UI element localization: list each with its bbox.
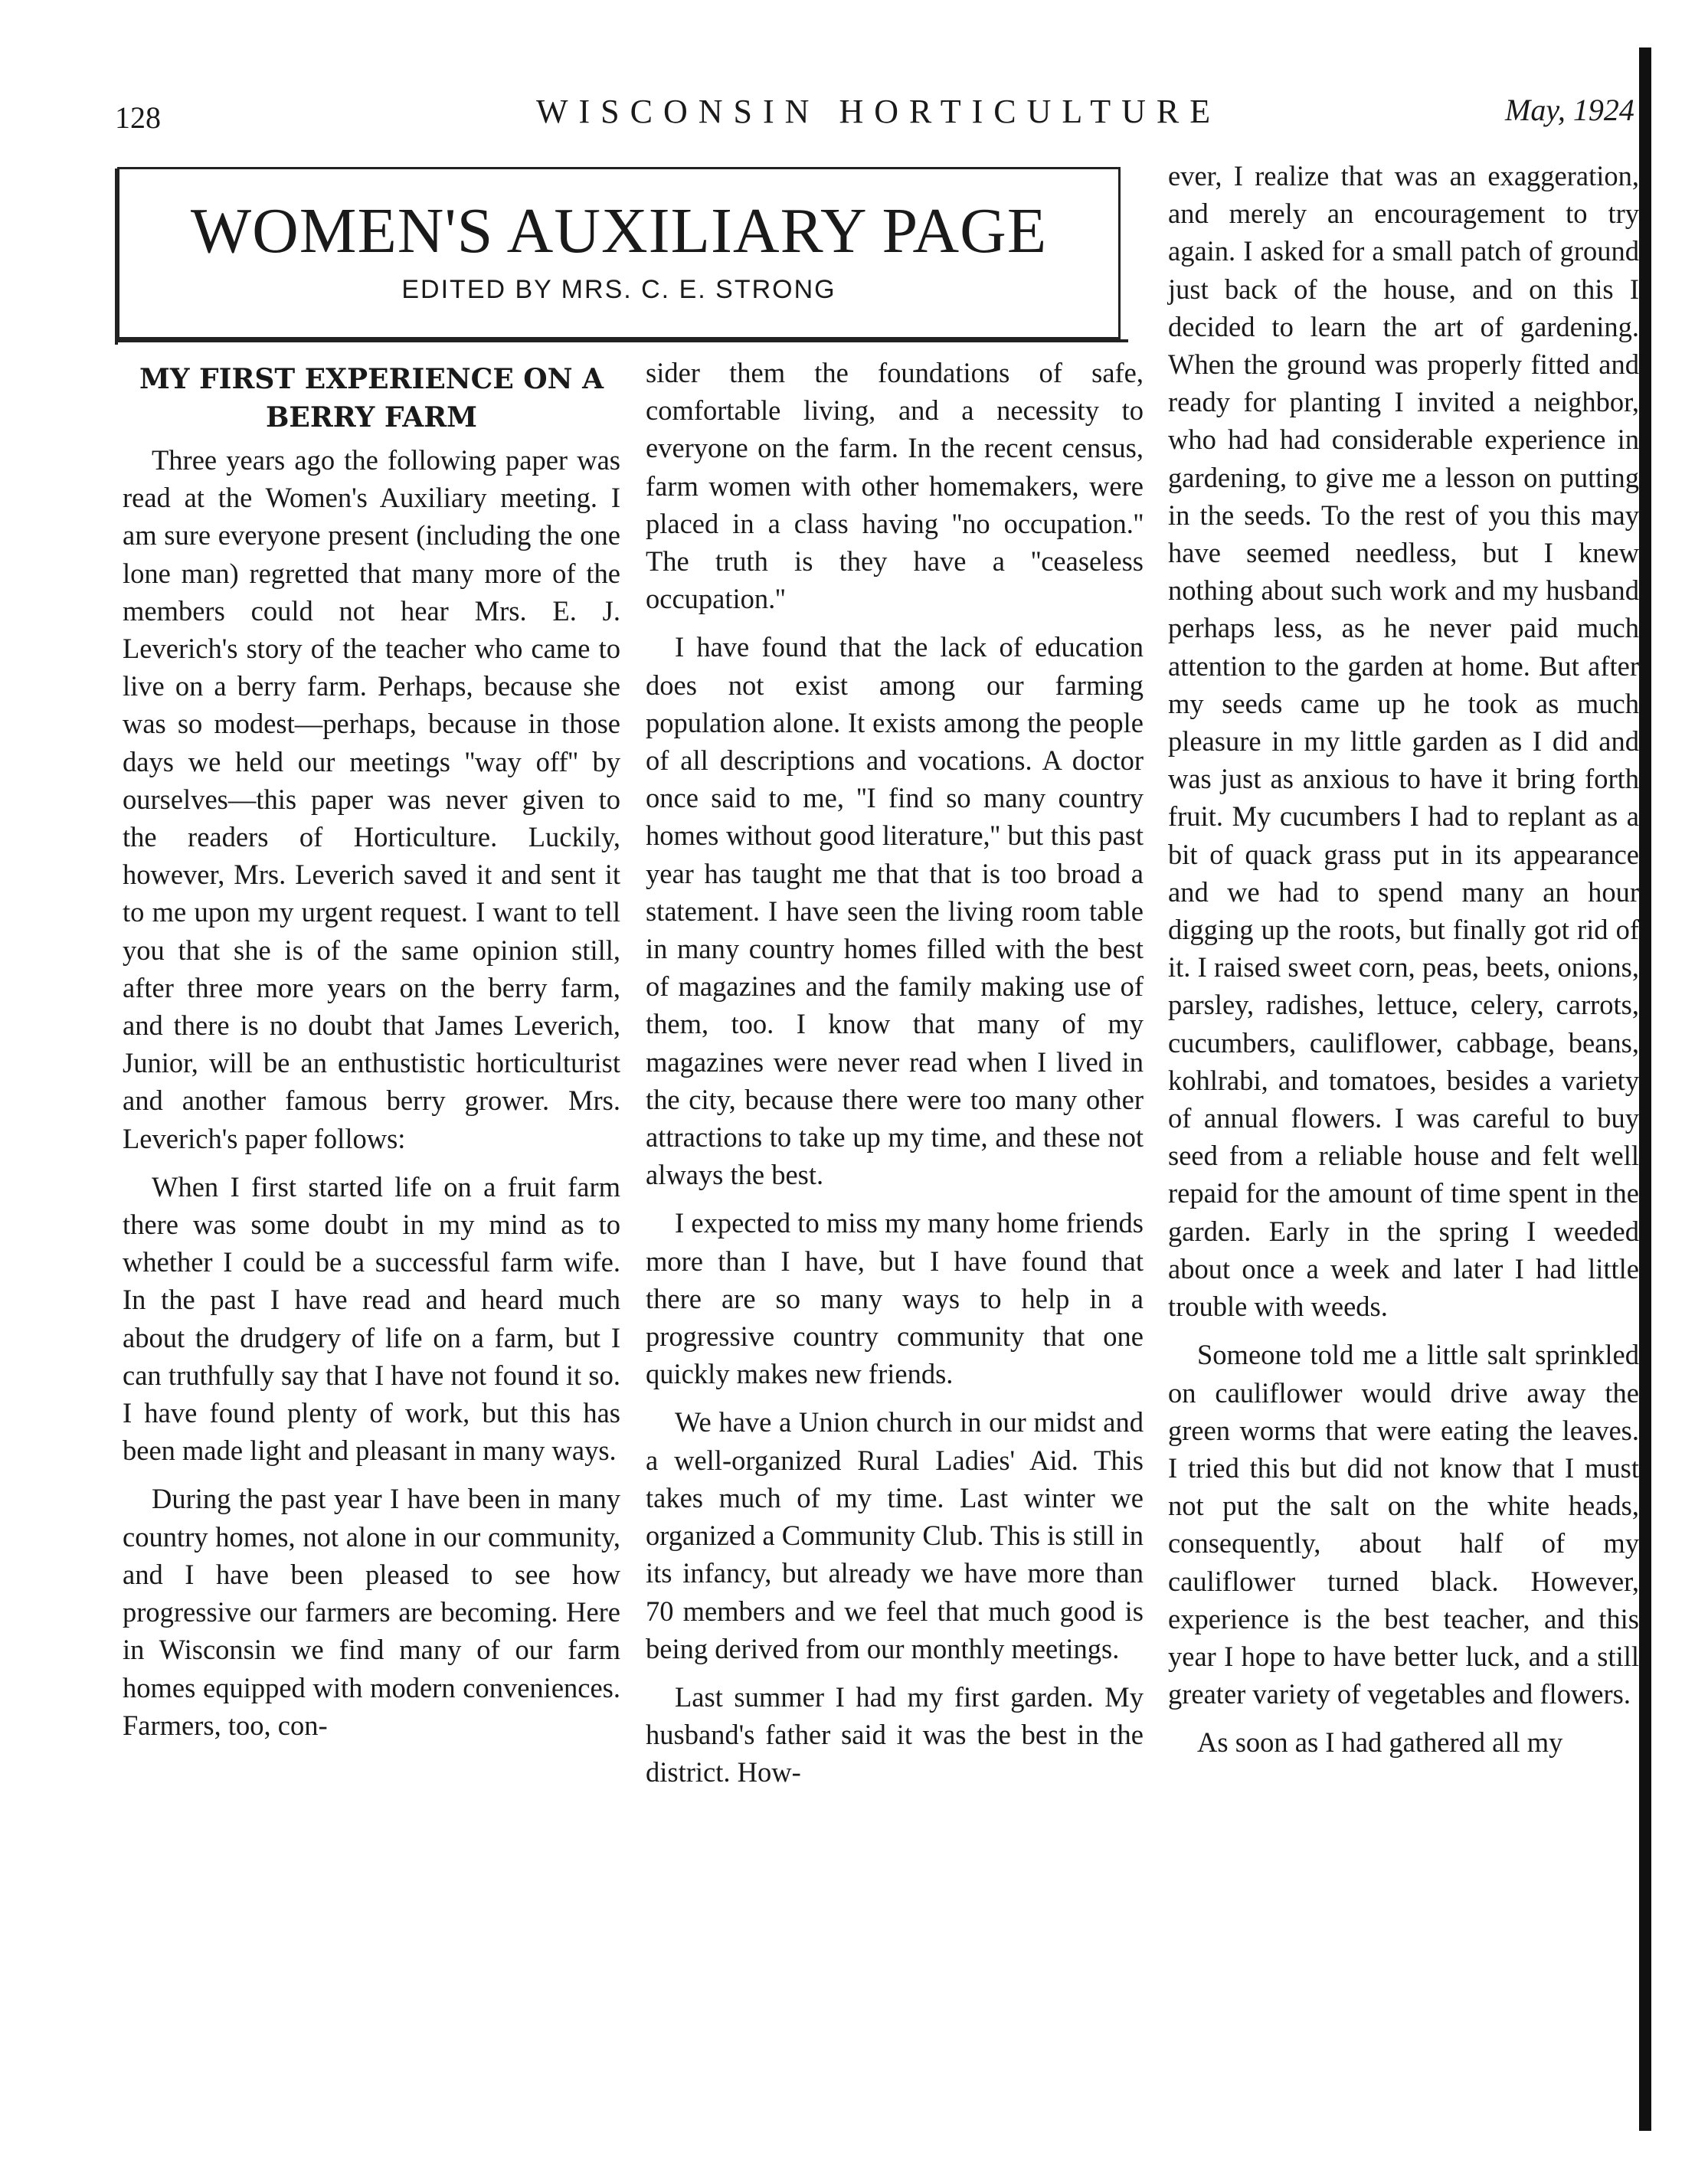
paragraph-country-homes-part-1: During the past year I have been in many country homes, not alone in our community, and I have been pleased to see how progressive our farmers are becoming. Here in Wisconsin we find many of our farm homes equipped with modern conveniences. Farmers, too, con- xyxy=(123,1483,620,1741)
paragraph-community-club: We have a Union church in our midst and a well-organized Rural Ladies' Aid. This takes much of my time. Last winter we organized a Community Club. This is still in its infancy, but already we have more than 70 members and we feel that much good is being derived from our monthly meetings. xyxy=(646,1406,1144,1664)
paragraph-gathered: As soon as I had gathered all my xyxy=(1197,1726,1563,1759)
title-box-shadow-bottom xyxy=(117,339,1128,342)
issue-date: May, 1924 xyxy=(1505,93,1634,127)
running-header xyxy=(0,84,1708,146)
section-title-box xyxy=(117,167,1121,339)
paragraph-intro: Three years ago the following paper was read at the Women's Auxiliary meeting. I am sure everyone present (including the one lone man) regretted that many more of the members could not hear Mrs. E. J. Leverich's story of the teacher who came to live on a berry farm. Perhaps, because she was so modest—perhaps, because in those days we held our meetings ''way off'' by ourselves—this paper was never given to the readers of Horticulture. Luckily, however, Mrs. Leverich saved it and sent it to me upon my urgent request. I want to tell you that she is of the same opinion still, after three more years on the berry farm, and there is no doubt that James Leverich, Junior, will be an enthustistic horticulturist and another famous berry grower. Mrs. Leverich's paper follows: xyxy=(123,444,620,1154)
column-2 xyxy=(646,354,1144,1802)
paragraph-fruit-farm: When I first started life on a fruit farm there was some doubt in my mind as to whether I could be a successful farm wife. In the past I have read and heard much about the drudgery of life on a farm, but I can truthfully say that I have not found it so. I have found plenty of work, but this has been made light and pleasant in many ways. xyxy=(123,1170,620,1467)
paragraph-friends: I expected to miss my many home friends more than I have, but I have found that there are so many ways to help in a progressive country community that one quickly makes new friends. xyxy=(646,1207,1144,1390)
article-headline: MY FIRST EXPERIENCE ON A BERRY FARM xyxy=(139,363,604,434)
paragraph-cauliflower: Someone told me a little salt sprinkled on cauliflower would drive away the green worms that were eating the leaves. I tried this but did not know that I must not put the salt on the white heads, consequently, about half of my cauliflower turned black. However, experience is the best teacher, and this year I hope to have better luck, and a still greater variety of vegetables and flowers. xyxy=(1168,1339,1639,1710)
column-1 xyxy=(123,360,620,1755)
editor-line: EDITED BY MRS. C. E. STRONG xyxy=(401,275,836,304)
running-title: WISCONSIN HORTICULTURE xyxy=(536,93,1222,130)
paragraph-garden-part-2: ever, I realize that was an exaggeration, and merely an encouragement to try again. I asked for a small patch of ground just back of the house, and on this I decided to learn the art of gardening. When the ground was properly fitted and ready for planting I invited a neighbor, who had had considerable experience in gardening, to give me a lesson on putting in the seeds. To the rest of you this may have seemed needless, but I knew nothing about such work and my husband perhaps less, as he never paid much attention to the garden at home. But after my seeds came up he took as much pleasure in my little garden as I did and was just as anxious to have it bring forth fruit. My cucumbers I had to replant as a bit of quack grass put in its appearance and we had to spend many an hour digging up the roots, but finally got rid of it. I raised sweet corn, peas, beets, onions, parsley, radishes, lettuce, celery, carrots, cucumbers, cauliflower, cabbage, beans, kohlrabi, and tomatoes, besides a variety of annual flowers. I was careful to buy seed from a reliable house and felt well repaid for the amount of time spent in the garden. Early in the spring I weeded about once a week and later I had little trouble with weeds. xyxy=(1168,160,1639,1323)
paragraph-education: I have found that the lack of education does not exist among our farming population alone. It exists among the people of all descriptions and vocations. A doctor once said to me, ''I find so many country homes without good literature,'' but this past year has taught me that that is too broad a statement. I have seen the living room table in many country homes filled with the best of magazines and the family making use of them, too. I know that many of my magazines were never read when I lived in the city, because there were too many other attractions to take up my time, and these not always the best. xyxy=(646,631,1144,1191)
scan-edge-bar xyxy=(1639,47,1651,2131)
paragraph-garden-part-1: Last summer I had my first garden. My husband's father said it was the best in the district. How- xyxy=(646,1680,1144,1788)
page-number: 128 xyxy=(115,100,161,135)
column-3 xyxy=(1168,157,1639,1772)
section-title: WOMEN'S AUXILIARY PAGE xyxy=(190,195,1048,267)
paragraph-country-homes-part-2: sider them the foundations of safe, comfortable living, and a necessity to everyone on the farm. In the recent census, farm women with other homemakers, were placed in a class having ''no occupation.'' The truth is they have a ''ceaseless occupation.'' xyxy=(646,357,1144,615)
